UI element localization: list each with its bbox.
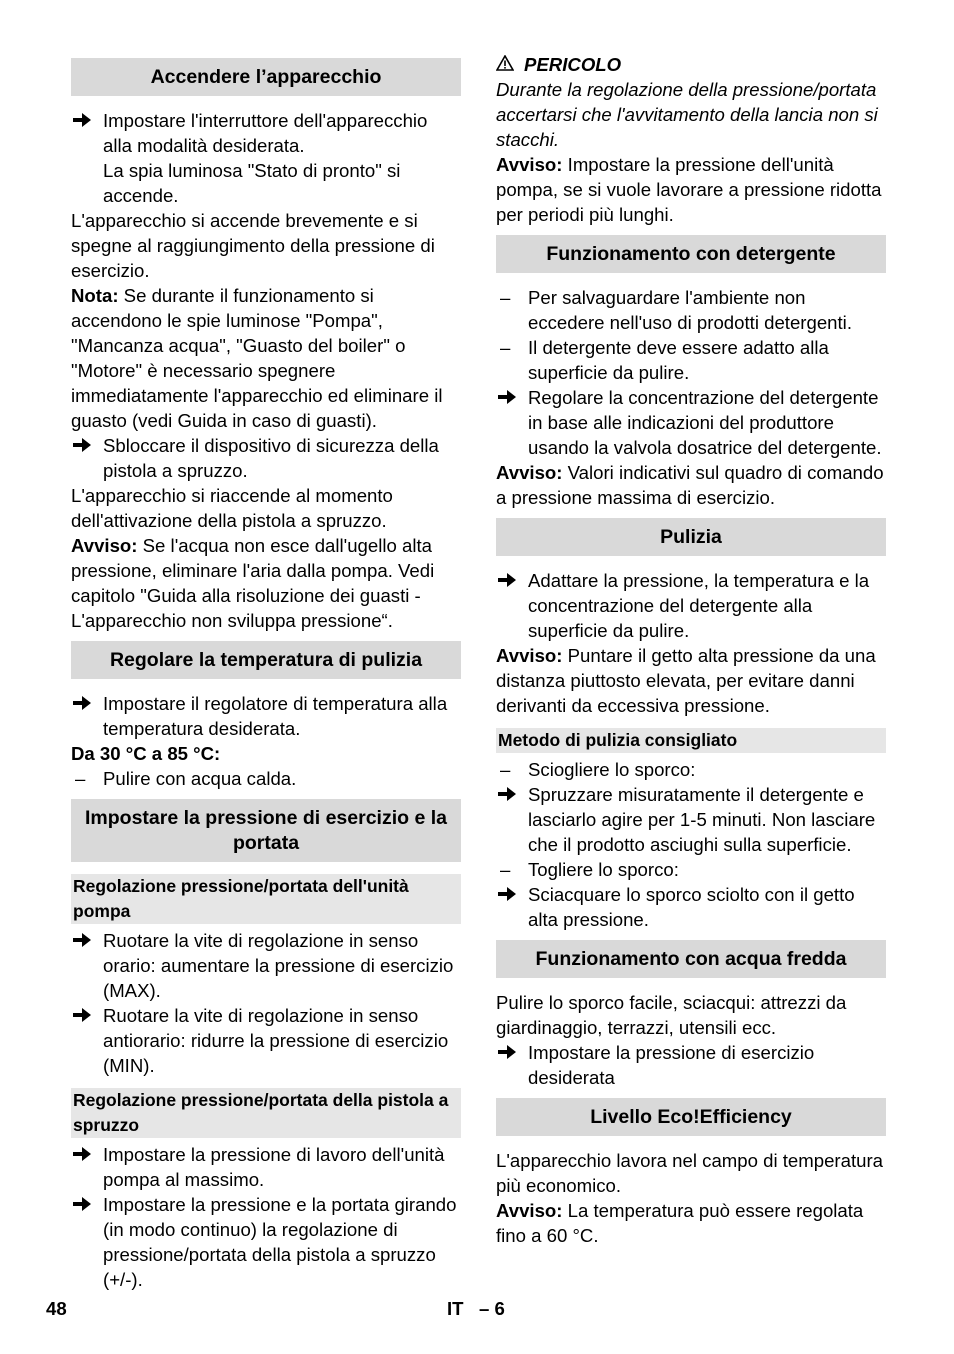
notice-paragraph: Avviso: Impostare la pressione dell'unità pompa, se si vuole lavorare a pressione ridotta per periodi più lunghi. bbox=[496, 154, 882, 225]
danger-text: Durante la regolazione della pressione/portata accertarsi che l'avvitamento della lancia non si stacchi. bbox=[496, 79, 878, 150]
dash-marker: – bbox=[500, 337, 511, 358]
arrow-right-icon bbox=[73, 1142, 97, 1161]
notice-paragraph: Avviso: La temperatura può essere regolata fino a 60 °C. bbox=[496, 1200, 864, 1246]
dash-list-item: – Per salvaguardare l'ambiente non eccedere nell'uso di prodotti detergenti. bbox=[500, 287, 852, 333]
section-heading-pressione: Impostare la pressione di esercizio e la portata bbox=[71, 799, 461, 862]
instruction-item: Adattare la pressione, la temperatura e la concentrazione del detergente alla superficie da pulire. bbox=[496, 568, 886, 643]
instruction-item: Ruotare la vite di regolazione in senso antiorario: ridurre la pressione di esercizio (MIN). bbox=[71, 1003, 461, 1078]
arrow-right-icon bbox=[498, 385, 522, 404]
instruction-item: Impostare la pressione di esercizio desiderata bbox=[496, 1040, 886, 1090]
arrow-right-icon bbox=[498, 782, 522, 801]
arrow-right-icon bbox=[73, 928, 97, 947]
arrow-right-icon bbox=[498, 1040, 522, 1059]
section-heading-temperatura: Regolare la temperatura di pulizia bbox=[71, 641, 461, 679]
arrow-right-icon bbox=[73, 1003, 97, 1022]
subsection-heading-pompa: Regolazione pressione/portata dell'unità pompa bbox=[71, 874, 461, 924]
notice-paragraph: Avviso: Se l'acqua non esce dall'ugello alta pressione, eliminare l'aria dalla pompa. Vedi capitolo "Guida alla risoluzione dei guasti - L'apparecchio non sviluppa pressione“. bbox=[71, 535, 435, 631]
paragraph: L'apparecchio si riaccende al momento dell'attivazione della pistola a spruzzo. bbox=[71, 485, 393, 531]
left-column bbox=[71, 52, 461, 1292]
instruction-item: Ruotare la vite di regolazione in senso orario: aumentare la pressione di esercizio (MAX). bbox=[71, 928, 461, 1003]
instruction-item: Regolare la concentrazione del detergente in base alle indicazioni del produttore usando la valvola dosatrice del detergente. bbox=[496, 385, 886, 460]
notice-paragraph: Avviso: Puntare il getto alta pressione da una distanza piuttosto elevata, per evitare danni derivanti da eccessiva pressione. bbox=[496, 645, 876, 716]
section-heading-detergente: Funzionamento con detergente bbox=[496, 235, 886, 273]
language-page-label: IT – 6 bbox=[447, 1298, 505, 1319]
dash-marker: – bbox=[500, 859, 511, 880]
dash-list-item: – Togliere lo sporco: bbox=[500, 859, 679, 880]
paragraph: Pulire lo sporco facile, sciacqui: attrezzi da giardinaggio, terrazzi, utensili ecc. bbox=[496, 992, 847, 1038]
subsection-heading-pistola: Regolazione pressione/portata della pistola a spruzzo bbox=[71, 1088, 461, 1138]
section-heading-pulizia: Pulizia bbox=[496, 518, 886, 556]
paragraph: L'apparecchio lavora nel campo di temperatura più economico. bbox=[496, 1150, 884, 1196]
instruction-item: Impostare la pressione e la portata girando (in modo continuo) la regolazione di pressione/portata della pistola a spruzzo (+/-). bbox=[71, 1192, 461, 1292]
arrow-right-icon bbox=[73, 433, 97, 452]
right-column bbox=[496, 52, 886, 1248]
warning-triangle-icon bbox=[496, 52, 524, 77]
section-heading-eco-efficiency: Livello Eco!Efficiency bbox=[496, 1098, 886, 1136]
arrow-right-icon bbox=[73, 1192, 97, 1211]
dash-marker: – bbox=[75, 768, 86, 789]
arrow-right-icon bbox=[73, 108, 97, 127]
instruction-item: Spruzzare misuratamente il detergente e lasciarlo agire per 1-5 minuti. Non lasciare che il prodotto asciughi sulla superficie. bbox=[496, 782, 886, 857]
section-heading-acqua-fredda: Funzionamento con acqua fredda bbox=[496, 940, 886, 978]
subsection-heading-metodo: Metodo di pulizia consigliato bbox=[496, 728, 886, 753]
dash-marker: – bbox=[500, 759, 511, 780]
instruction-item: Impostare il regolatore di temperatura alla temperatura desiderata. bbox=[71, 691, 461, 741]
section-heading-accendere: Accendere l’apparecchio bbox=[71, 58, 461, 96]
instruction-item: Sbloccare il dispositivo di sicurezza della pistola a spruzzo. bbox=[71, 433, 461, 483]
paragraph: L'apparecchio si accende brevemente e si spegne al raggiungimento della pressione di esercizio. bbox=[71, 210, 435, 281]
page-number: 48 bbox=[46, 1298, 67, 1319]
dash-list-item: – Il detergente deve essere adatto alla superficie da pulire. bbox=[500, 337, 829, 383]
instruction-item: Sciacquare lo sporco sciolto con il getto alta pressione. bbox=[496, 882, 886, 932]
danger-heading: PERICOLO bbox=[496, 52, 886, 77]
dash-marker: – bbox=[500, 287, 511, 308]
instruction-item: Impostare la pressione di lavoro dell'unità pompa al massimo. bbox=[71, 1142, 461, 1192]
dash-list-item: – Pulire con acqua calda. bbox=[75, 768, 297, 789]
arrow-right-icon bbox=[498, 882, 522, 901]
notice-paragraph: Avviso: Valori indicativi sul quadro di comando a pressione massima di esercizio. bbox=[496, 462, 884, 508]
dash-list-item: – Sciogliere lo sporco: bbox=[500, 759, 696, 780]
arrow-right-icon bbox=[73, 691, 97, 710]
note-paragraph: Nota: Se durante il funzionamento si accendono le spie luminose "Pompa", "Mancanza acqua", "Guasto del boiler" o "Motore" è necessario spegnere immediatamente l'apparecchio ed eliminare il guasto (vedi Guida in caso di guasti). bbox=[71, 285, 443, 431]
arrow-right-icon bbox=[498, 568, 522, 587]
temperature-range: Da 30 °C a 85 °C: bbox=[71, 743, 221, 764]
instruction-item: Impostare l'interruttore dell'apparecchio alla modalità desiderata. La spia luminosa "Stato di pronto" si accende. bbox=[71, 108, 461, 208]
